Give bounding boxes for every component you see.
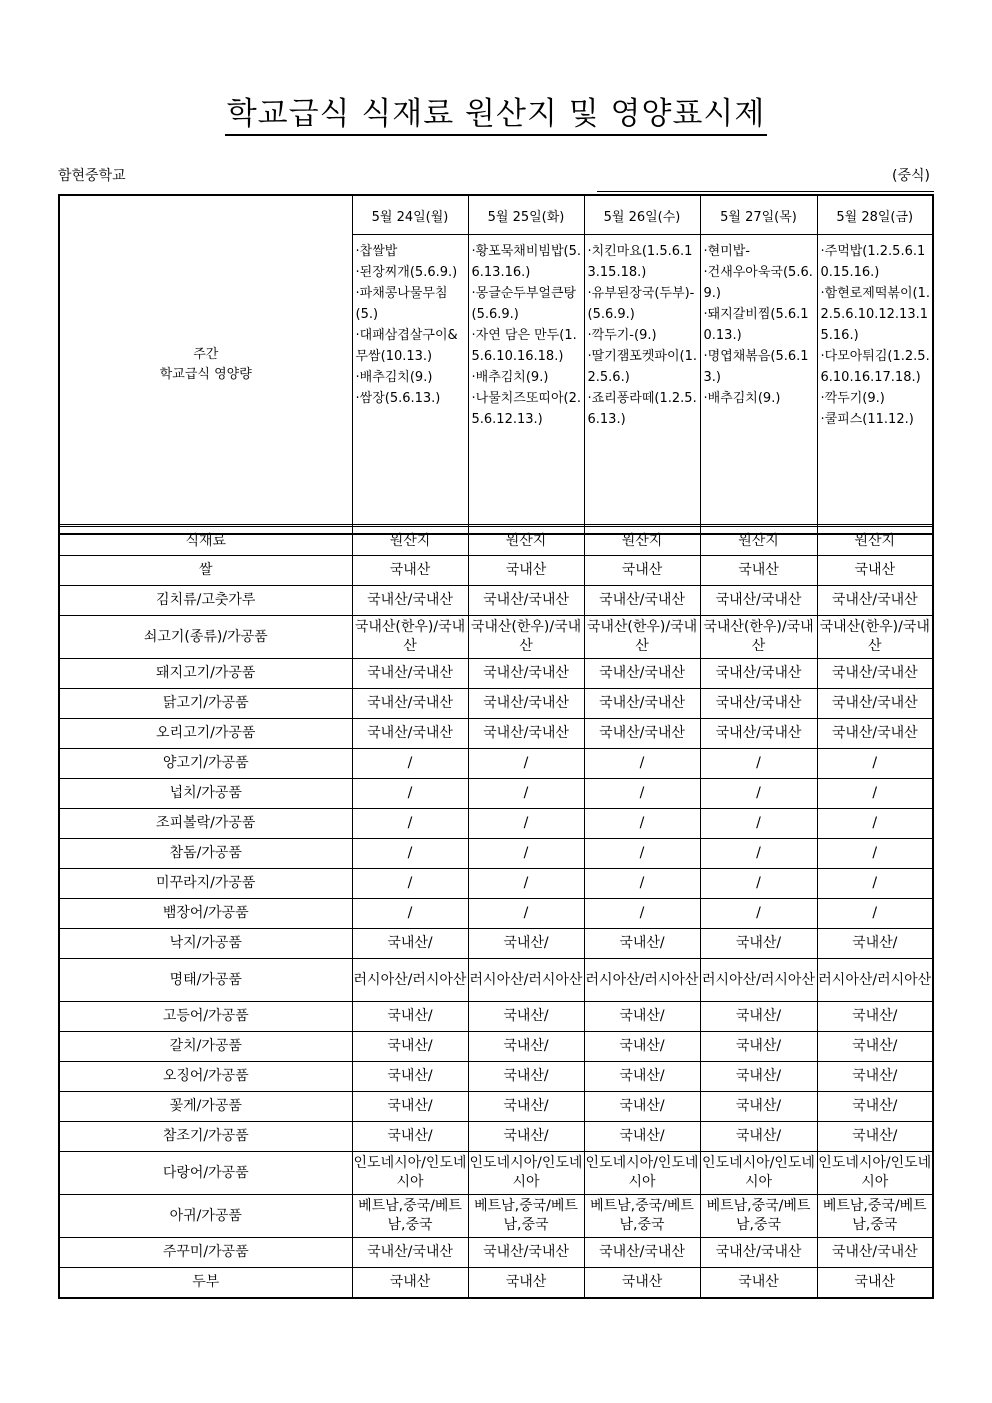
origin-value: 국내산/ [817,1002,933,1032]
day-menu-cell [352,235,468,535]
origin-value: 국내산 [584,1268,700,1298]
meal-type: (중식) [892,168,930,184]
menu-item: ·다모아튀김(1.2.5.6.10.16.17.18.) [820,349,930,385]
menu-item: ·주먹밥(1.2.5.6.10.15.16.) [820,244,926,280]
ingredient-name: 주꾸미/가공품 [59,1238,352,1268]
menu-item: ·된장찌개(5.6.9.) [355,265,458,280]
origin-value: 국내산/국내산 [584,1238,700,1268]
table-row [59,749,933,779]
menu-item: ·대패삼겹살구이&무쌈(10.13.) [355,328,458,364]
origin-value: 국내산 [468,556,584,586]
origin-value: 국내산/ [352,1122,468,1152]
table-row [59,1268,933,1298]
origin-value: / [700,869,817,899]
table-row [59,1032,933,1062]
origin-value: / [700,839,817,869]
origin-value: / [584,749,700,779]
menu-item: ·죠리퐁라떼(1.2.5.6.13.) [587,391,697,427]
origin-value: 국내산/ [584,1062,700,1092]
origin-value: 국내산/ [468,1062,584,1092]
menu-item: ·찹쌀밥 [355,244,398,259]
origin-value: 국내산/ [468,1032,584,1062]
origin-value: 국내산 [468,1268,584,1298]
origin-value: / [468,899,584,929]
ingredient-name: 조피볼락/가공품 [59,809,352,839]
origin-value: / [700,749,817,779]
origin-value: 국내산 [817,1268,933,1298]
menu-item: ·함현로제떡볶이(1.2.5.6.10.12.13.15.16.) [820,286,931,343]
ingredient-name: 쇠고기(종류)/가공품 [59,616,352,659]
origin-value: 국내산/ [352,929,468,959]
origin-value: 국내산(한우)/국내산 [584,616,700,659]
origin-value: 국내산 [700,1268,817,1298]
origin-value: / [584,869,700,899]
origin-value: 국내산/ [700,1122,817,1152]
table-row [59,719,933,749]
origin-value: 베트남,중국/베트남,중국 [584,1195,700,1238]
origin-value: 러시아산/러시아산 [352,959,468,1002]
ingredient-name: 쌀 [59,556,352,586]
origin-value: 국내산(한우)/국내산 [700,616,817,659]
origin-value: 국내산/국내산 [700,1238,817,1268]
origin-value: 국내산/국내산 [817,1238,933,1268]
origin-table [58,524,934,1299]
origin-value: / [468,779,584,809]
page-title: 학교급식 식재료 원산지 및 영양표시제 [0,88,992,133]
origin-value: 국내산/국내산 [352,1238,468,1268]
day-header: 5월 24일(월) [352,195,468,235]
menu-item: ·깍두기-(9.) [587,328,657,343]
origin-value: / [817,869,933,899]
day-menu-cell [468,235,584,535]
table-row [59,616,933,659]
origin-value: / [352,809,468,839]
origin-value: 국내산/ [352,1002,468,1032]
origin-header-label: 식재료 [59,526,352,556]
ingredient-name: 김치류/고춧가루 [59,586,352,616]
origin-value: 국내산/국내산 [352,719,468,749]
origin-value: / [584,779,700,809]
origin-value: 국내산/ [700,929,817,959]
day-header: 5월 25일(화) [468,195,584,235]
origin-value: 국내산/ [817,1122,933,1152]
origin-value: 국내산(한우)/국내산 [352,616,468,659]
ingredient-name: 다랑어/가공품 [59,1152,352,1195]
menu-item: ·딸기잼포켓파이(1.2.5.6.) [587,349,698,385]
table-row [59,1195,933,1238]
origin-value: 인도네시아/인도네시아 [584,1152,700,1195]
day-header: 5월 26일(수) [584,195,700,235]
nutrition-label-line1: 주간 [193,346,219,362]
school-name: 함현중학교 [58,168,126,184]
origin-value: 국내산/국내산 [817,689,933,719]
origin-value: / [352,869,468,899]
origin-value: 국내산(한우)/국내산 [468,616,584,659]
origin-value: 국내산(한우)/국내산 [817,616,933,659]
table-row [59,659,933,689]
origin-value: 국내산/ [468,1092,584,1122]
table-row [59,1152,933,1195]
origin-header-col: 원산지 [352,526,468,556]
origin-value: / [817,809,933,839]
day-header: 5월 27일(목) [700,195,817,235]
table-row [59,1002,933,1032]
origin-value: / [584,899,700,929]
origin-header-col: 원산지 [584,526,700,556]
origin-value: 국내산/국내산 [817,586,933,616]
origin-value: 인도네시아/인도네시아 [700,1152,817,1195]
origin-value: 국내산/국내산 [352,586,468,616]
day-header: 5월 28일(금) [817,195,933,235]
menu-item: ·유부된장국(두부)-(5.6.9.) [587,286,695,322]
origin-value: 베트남,중국/베트남,중국 [700,1195,817,1238]
origin-value: 국내산/국내산 [584,689,700,719]
menu-item: ·나물치즈또띠아(2.5.6.12.13.) [471,391,582,427]
ingredient-name: 두부 [59,1268,352,1298]
origin-value: 국내산/ [817,1092,933,1122]
day-menu-cell [584,235,700,535]
origin-value: / [817,899,933,929]
origin-value: 국내산/ [584,1032,700,1062]
origin-value: / [352,899,468,929]
origin-value: / [468,869,584,899]
origin-value: 국내산/국내산 [700,689,817,719]
origin-value: / [700,779,817,809]
origin-header-col: 원산지 [817,526,933,556]
origin-value: 국내산/국내산 [817,659,933,689]
table-row [59,779,933,809]
menu-item: ·황포묵채비빔밥(5.6.13.16.) [471,244,582,280]
ingredient-name: 닭고기/가공품 [59,689,352,719]
origin-value: 국내산/국내산 [468,1238,584,1268]
origin-value: 러시아산/러시아산 [817,959,933,1002]
day-menu-cell [817,235,933,535]
origin-value: 국내산/ [817,1062,933,1092]
origin-value: 국내산/ [584,929,700,959]
origin-value: 국내산/ [584,1122,700,1152]
origin-value: 국내산 [584,556,700,586]
nutrition-label-cell [59,195,352,534]
ingredient-name: 양고기/가공품 [59,749,352,779]
origin-value: 국내산/ [352,1092,468,1122]
table-row [59,869,933,899]
ingredient-name: 명태/가공품 [59,959,352,1002]
origin-value: / [352,779,468,809]
ingredient-name: 오리고기/가공품 [59,719,352,749]
origin-value: 국내산/국내산 [468,689,584,719]
origin-header-col: 원산지 [700,526,817,556]
origin-value: 국내산/ [817,929,933,959]
origin-value: 국내산/ [468,1002,584,1032]
origin-value: / [584,809,700,839]
menu-item: ·깍두기(9.) [820,391,885,406]
origin-value: 국내산 [700,556,817,586]
origin-value: 국내산/ [700,1002,817,1032]
menu-item: ·쿨피스(11.12.) [820,412,914,427]
ingredient-name: 참조기/가공품 [59,1122,352,1152]
menu-item: ·현미밥- [703,244,750,259]
origin-value: 국내산/국내산 [468,586,584,616]
origin-value: / [700,899,817,929]
origin-value: 국내산/ [700,1032,817,1062]
origin-value: 러시아산/러시아산 [468,959,584,1002]
origin-value: 국내산/국내산 [700,719,817,749]
ingredient-name: 꽃게/가공품 [59,1092,352,1122]
table-row [59,839,933,869]
origin-value: 국내산/국내산 [817,719,933,749]
ingredient-name: 낙지/가공품 [59,929,352,959]
origin-value: / [468,809,584,839]
day-menu-cell [700,235,817,535]
table-row [59,929,933,959]
menu-item: ·치킨마요(1.5.6.13.15.18.) [587,244,693,280]
ingredient-name: 참돔/가공품 [59,839,352,869]
table-row [59,809,933,839]
origin-value: 국내산/국내산 [584,719,700,749]
table-row [59,556,933,586]
menu-item: ·배추김치(9.) [471,370,549,385]
origin-value: 국내산/ [468,929,584,959]
origin-value: 국내산/국내산 [584,586,700,616]
table-row [59,1122,933,1152]
origin-value: / [700,809,817,839]
origin-value: 인도네시아/인도네시아 [468,1152,584,1195]
ingredient-name: 오징어/가공품 [59,1062,352,1092]
menu-item: ·배추김치(9.) [355,370,433,385]
origin-value: / [817,779,933,809]
origin-value: 베트남,중국/베트남,중국 [352,1195,468,1238]
ingredient-name: 넙치/가공품 [59,779,352,809]
table-row [59,1092,933,1122]
origin-value: 국내산/ [817,1032,933,1062]
menu-item: ·배추김치(9.) [703,391,781,406]
menu-item: ·쌈장(5.6.13.) [355,391,441,406]
origin-value: / [352,839,468,869]
origin-value: 인도네시아/인도네시아 [817,1152,933,1195]
origin-value: / [352,749,468,779]
origin-value: 국내산/ [700,1062,817,1092]
origin-value: 국내산/국내산 [468,719,584,749]
table-row [59,1238,933,1268]
table-row [59,1062,933,1092]
ingredient-name: 뱀장어/가공품 [59,899,352,929]
menu-item: ·명엽채볶음(5.6.13.) [703,349,809,385]
weekly-menu-table [58,194,934,535]
origin-value: / [584,839,700,869]
ingredient-name: 고등어/가공품 [59,1002,352,1032]
origin-value: 국내산/국내산 [468,659,584,689]
table-row [59,899,933,929]
origin-value: 국내산/ [584,1002,700,1032]
table-row [59,689,933,719]
table-row [59,586,933,616]
origin-value: 국내산/ [584,1092,700,1122]
origin-value: 국내산/ [352,1032,468,1062]
ingredient-name: 아귀/가공품 [59,1195,352,1238]
divider [597,191,934,192]
menu-item: ·파채콩나물무침(5.) [355,286,448,322]
origin-value: 국내산/국내산 [700,659,817,689]
origin-value: 러시아산/러시아산 [700,959,817,1002]
origin-value: 국내산/국내산 [700,586,817,616]
origin-value: 베트남,중국/베트남,중국 [817,1195,933,1238]
ingredient-name: 갈치/가공품 [59,1032,352,1062]
ingredient-name: 돼지고기/가공품 [59,659,352,689]
origin-value: 베트남,중국/베트남,중국 [468,1195,584,1238]
origin-value: 국내산/국내산 [584,659,700,689]
origin-value: / [817,749,933,779]
menu-item: ·돼지갈비찜(5.6.10.13.) [703,307,809,343]
origin-value: 국내산 [352,1268,468,1298]
origin-value: 국내산/ [700,1092,817,1122]
menu-item: ·몽글순두부얼큰탕(5.6.9.) [471,286,577,322]
origin-value: / [817,839,933,869]
nutrition-label-line2: 학교급식 영양량 [159,366,252,382]
table-row [59,959,933,1002]
origin-value: / [468,749,584,779]
origin-header-col: 원산지 [468,526,584,556]
origin-value: 국내산/국내산 [352,659,468,689]
origin-value: 러시아산/러시아산 [584,959,700,1002]
ingredient-name: 미꾸라지/가공품 [59,869,352,899]
origin-value: 국내산/ [468,1122,584,1152]
origin-value: 국내산 [817,556,933,586]
origin-value: 국내산/ [352,1062,468,1092]
origin-value: 인도네시아/인도네시아 [352,1152,468,1195]
origin-value: 국내산 [352,556,468,586]
origin-value: 국내산/국내산 [352,689,468,719]
menu-item: ·건새우아욱국(5.6.9.) [703,265,813,301]
menu-item: ·자연 담은 만두(1.5.6.10.16.18.) [471,328,577,364]
origin-value: / [468,839,584,869]
